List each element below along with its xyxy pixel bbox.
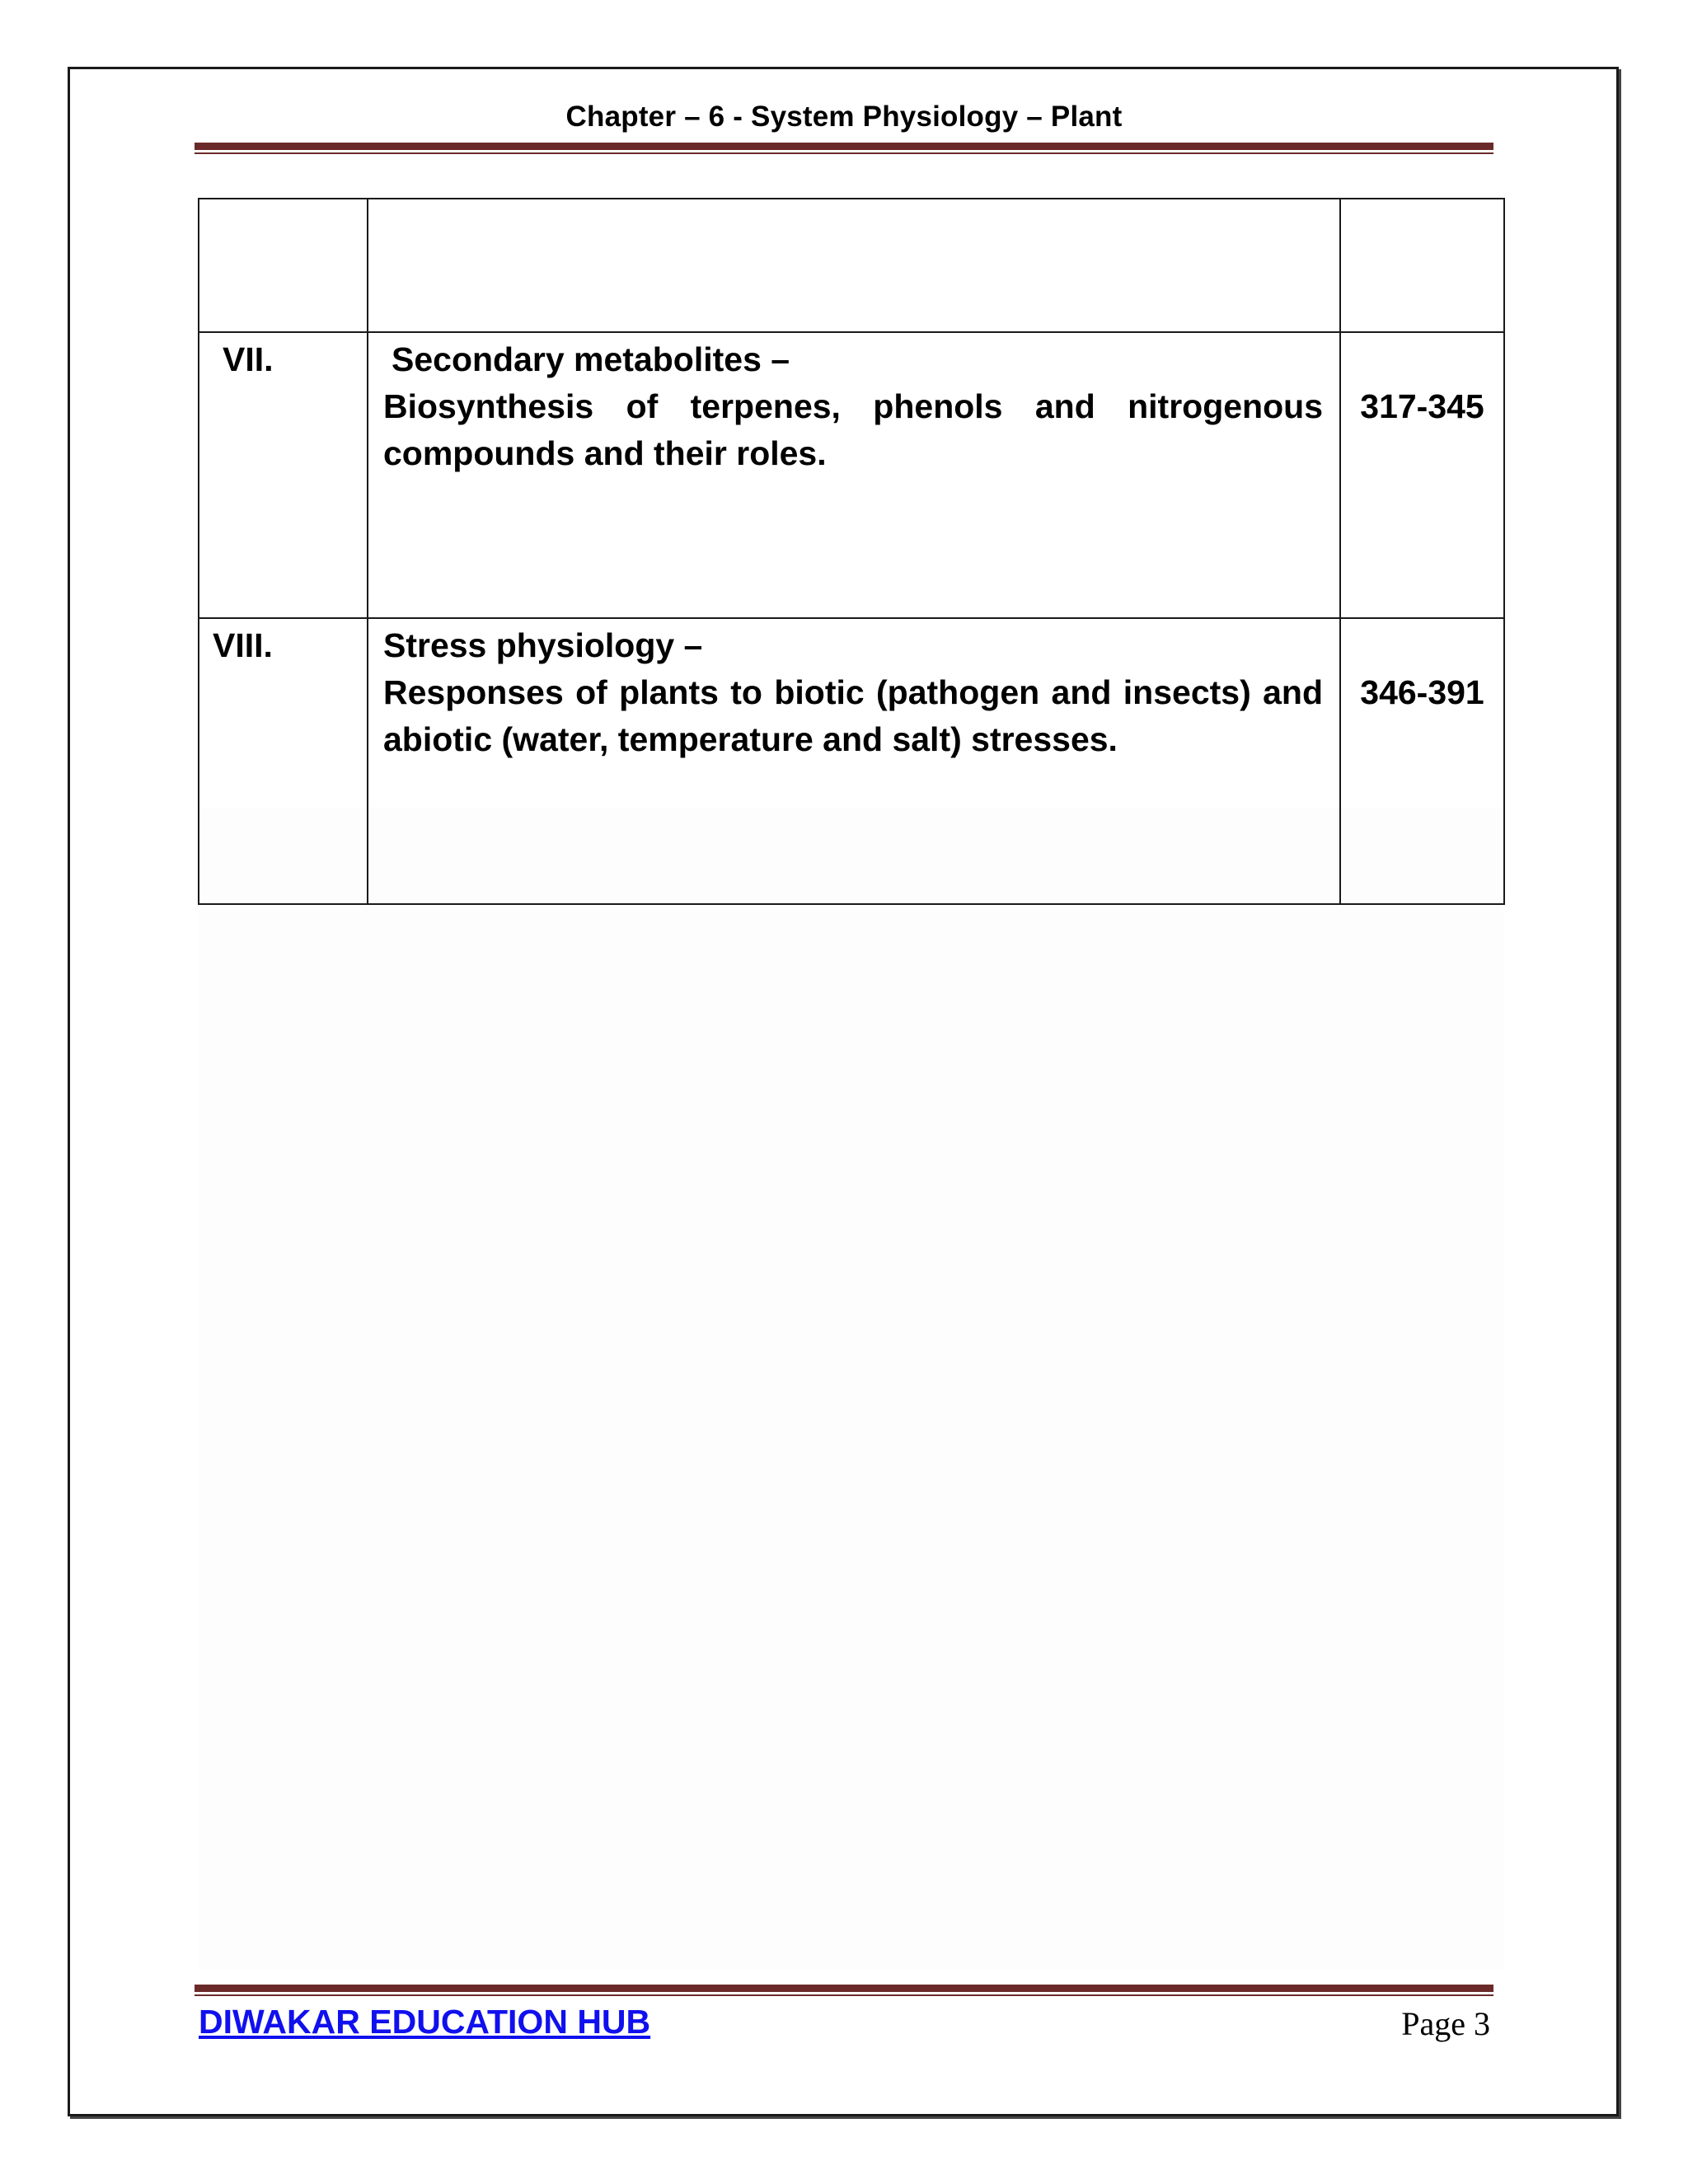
contents-table bbox=[198, 198, 1505, 905]
footer-rule-thin bbox=[195, 1994, 1493, 1996]
row-number: VII. bbox=[223, 340, 274, 378]
topic-heading: Stress physiology – bbox=[383, 626, 703, 664]
row-pages-cell bbox=[1340, 199, 1504, 332]
table-row bbox=[199, 332, 1504, 618]
table-row bbox=[199, 199, 1504, 332]
header-rule-thin bbox=[195, 152, 1493, 154]
row-number-cell bbox=[199, 618, 368, 904]
page-range: 317-345 bbox=[1360, 387, 1484, 425]
footer-rule-thick bbox=[195, 1985, 1493, 1992]
topic-description: Biosynthesis of terpenes, phenols and nitrogenous compounds and their roles. bbox=[383, 387, 1323, 472]
topic-description: Responses of plants to biotic (pathogen and insects) and abiotic (water, temperature and salt) stresses. bbox=[383, 673, 1323, 758]
row-pages-cell bbox=[1340, 332, 1504, 618]
topic-heading: Secondary metabolites – bbox=[392, 340, 790, 378]
row-topic-cell bbox=[368, 332, 1340, 618]
table-row bbox=[199, 618, 1504, 904]
row-number-cell bbox=[199, 199, 368, 332]
row-pages-cell bbox=[1340, 618, 1504, 904]
row-number: VIII. bbox=[213, 626, 273, 664]
row-number-cell bbox=[199, 332, 368, 618]
row-topic-cell bbox=[368, 618, 1340, 904]
page-number: Page 3 bbox=[1401, 2005, 1490, 2042]
content-area bbox=[199, 808, 1503, 1970]
page-title: Chapter – 6 - System Physiology – Plant bbox=[565, 101, 1123, 133]
header-rule-thick bbox=[195, 143, 1493, 150]
page-range: 346-391 bbox=[1360, 673, 1484, 711]
row-topic-cell bbox=[368, 199, 1340, 332]
brand-link[interactable]: DIWAKAR EDUCATION HUB bbox=[199, 2003, 651, 2041]
